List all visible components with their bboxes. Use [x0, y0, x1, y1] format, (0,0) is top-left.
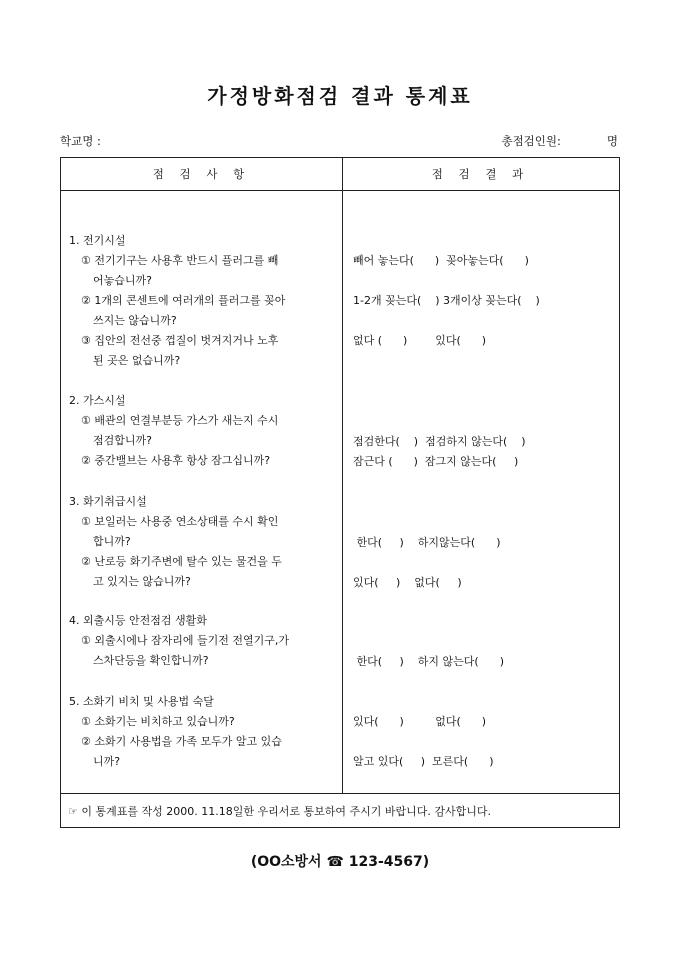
answer-option: 없다 ( ) 있다( )	[353, 334, 487, 347]
question-line: ② 중간밸브는 사용후 항상 잠그십니까?	[81, 454, 271, 467]
section-heading: 2. 가스시설	[69, 394, 126, 407]
footer-note: ☞ 이 통계표를 작성 2000. 11.18일한 우리서로 통보하여 주시기 바랍니다. 감사합니다.	[61, 793, 619, 828]
section-heading: 4. 외출시등 안전점검 생활화	[69, 614, 207, 627]
question-line: 고 있지는 않습니까?	[93, 575, 191, 588]
answer-option: 알고 있다( ) 모른다( )	[353, 755, 494, 768]
inspector-count	[501, 133, 618, 149]
school-name-label: 학교명 :	[60, 134, 101, 148]
answer-option: 잠근다 ( ) 잠그지 않는다( )	[353, 455, 519, 468]
question-line: ② 1개의 콘센트에 여러개의 플러그를 꽂아	[81, 294, 286, 307]
question-line: ③ 집안의 전선중 껍질이 벗겨지거나 노후	[81, 334, 279, 347]
document-title: 가정방화점검 결과 통계표	[207, 84, 473, 108]
answer-option: 한다( ) 하지 않는다( )	[353, 655, 504, 668]
question-line: 쓰지는 않습니까?	[93, 314, 177, 327]
section-heading: 3. 화기취급시설	[69, 495, 147, 508]
answer-option: 빼어 놓는다( ) 꽂아놓는다( )	[353, 254, 529, 267]
section-electric	[61, 231, 341, 371]
question-line: ① 소화기는 비치하고 있습니까?	[81, 715, 235, 728]
header-inspection-items: 점 검 사 항	[152, 167, 251, 181]
answer-option: 있다( ) 없다( )	[353, 576, 462, 589]
table-header	[61, 158, 619, 191]
answer-option: 1-2개 꽂는다( ) 3개이상 꽂는다( )	[353, 294, 540, 307]
question-line: ① 보일러는 사용중 연소상태를 수시 확인	[81, 515, 279, 528]
answer-option: 있다( ) 없다( )	[353, 715, 487, 728]
section-heading: 5. 소화기 비치 및 사용법 숙달	[69, 695, 214, 708]
question-line: 합니까?	[93, 535, 131, 548]
column-divider	[342, 158, 343, 793]
question-line: ① 외출시에나 잠자리에 들기전 전열기구,가	[81, 634, 289, 647]
question-line: ① 배관의 연결부분등 가스가 새는지 수시	[81, 414, 279, 427]
question-line: 스차단등을 확인합니까?	[93, 654, 209, 667]
inspector-count-label: 총점검인원:	[501, 134, 561, 148]
question-line: ② 난로등 화기주변에 탈수 있는 물건을 두	[81, 555, 282, 568]
question-line: ① 전기기구는 사용후 반드시 플러그를 빼	[81, 254, 279, 267]
inspection-table	[60, 157, 620, 828]
section-extinguisher	[61, 692, 341, 772]
answer-option: 한다( ) 하지않는다( )	[353, 536, 501, 549]
inspector-count-unit: 명	[606, 134, 618, 148]
question-line: 점검합니까?	[93, 434, 152, 447]
section-heading: 1. 전기시설	[69, 234, 126, 247]
question-line: 니까?	[93, 755, 121, 768]
header-inspection-results: 점 검 결 과	[431, 167, 530, 181]
section-gas	[61, 391, 341, 471]
section-fire-handling	[61, 492, 341, 592]
answer-option: 점검한다( ) 점검하지 않는다( )	[353, 435, 526, 448]
section-outing-safety	[61, 611, 341, 671]
question-line: 된 곳은 없습니까?	[93, 354, 181, 367]
fire-station-signature: (OO소방서 ☎ 123-4567)	[250, 854, 430, 870]
question-line: ② 소화기 사용법을 가족 모두가 알고 있습	[81, 735, 282, 748]
question-line: 어놓습니까?	[93, 274, 152, 287]
